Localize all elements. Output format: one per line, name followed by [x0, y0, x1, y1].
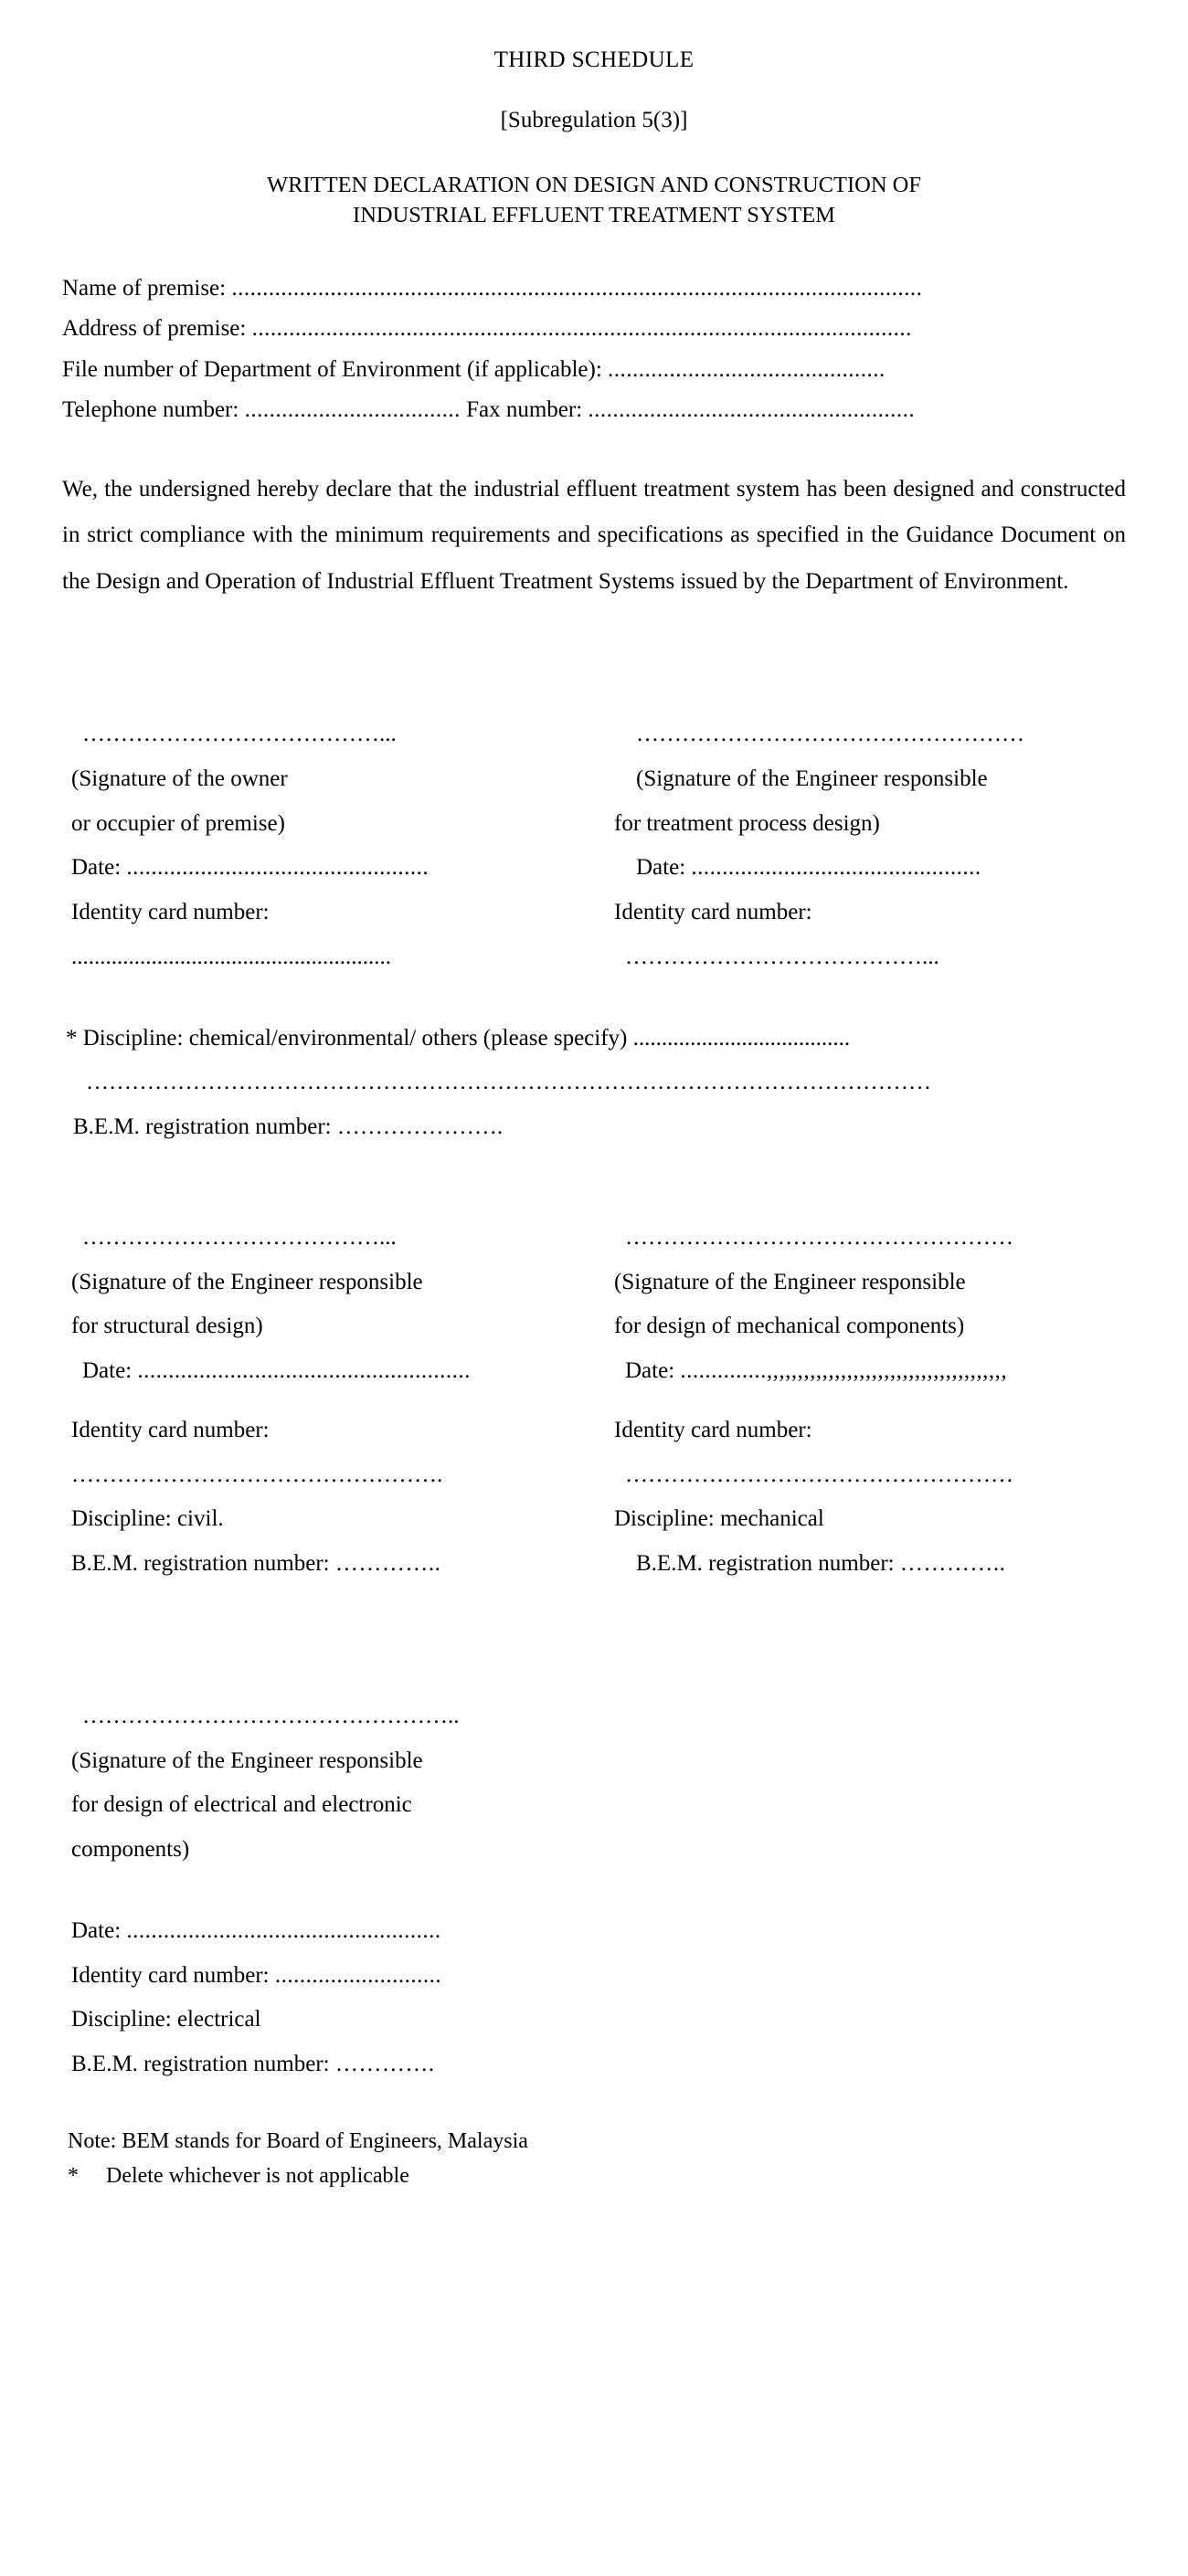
signature2-row-lines [62, 1216, 1126, 1261]
structural-identity-label: Identity card number: [71, 1417, 270, 1442]
structural-bem-input[interactable]: ………….. [334, 1551, 441, 1577]
owner-identity-input[interactable]: ........................................................ [71, 944, 391, 969]
process-engineer-identity-label-col [594, 891, 1126, 935]
field-file-number-input[interactable]: ............................................. [608, 356, 886, 382]
spacer-electrical-date [71, 1873, 1126, 1909]
spacer-before-discipline-1 [62, 980, 1126, 1017]
electrical-identity-label: Identity card number: [71, 1962, 275, 1988]
field-fax-label: Fax number: [460, 397, 589, 423]
mechanical-date-label: Date: [625, 1358, 681, 1384]
structural-date-row [71, 1349, 594, 1394]
mechanical-bem-col [594, 1542, 1126, 1587]
process-engineer-signature-line[interactable]: …………………………………………… [636, 722, 1024, 747]
declaration-paragraph: We, the undersigned hereby declare that the industrial effluent treatment system has been designed and constructed in strict compliance with the minimum requirements and specifications as specified in the Guidance Document on the Design and Operation of Industrial Effluent Treatment Systems issued by the Department of Environment. [62, 476, 1126, 594]
signature-row-captions [62, 757, 1126, 847]
process-engineer-identity-input[interactable]: …………………………………... [625, 944, 939, 969]
signature-row-date [62, 846, 1126, 891]
signature-column-structural [62, 1216, 594, 1261]
process-engineer-caption [594, 757, 1126, 847]
mechanical-discipline-col [594, 1497, 1126, 1542]
structural-caption-line-1: (Signature of the Engineer responsible [71, 1269, 423, 1294]
structural-identity-label-col [62, 1409, 594, 1453]
field-address-of-premise-label: Address of premise: [62, 316, 252, 342]
mechanical-identity-input-col [594, 1453, 1126, 1498]
electrical-date-label: Date: [71, 1917, 127, 1943]
owner-signature-line[interactable]: …………………………………... [82, 722, 397, 747]
structural-date-label: Date: [82, 1358, 138, 1384]
owner-date-input[interactable]: ................................................. [126, 855, 430, 881]
discipline-continuation-line[interactable]: ………………………………………………………………………………………………… [86, 1070, 931, 1095]
signature2-row-identity-label [62, 1409, 1126, 1453]
discipline-bem-line[interactable]: B.E.M. registration number: …………………. [73, 1114, 504, 1140]
process-engineer-identity-label: Identity card number: [614, 900, 812, 925]
electrical-caption-line-2: for design of electrical and electronic [71, 1792, 412, 1818]
signature2-row-discipline [62, 1497, 1126, 1542]
mechanical-bem-input[interactable]: ………….. [899, 1551, 1006, 1577]
signature2-row-bem [62, 1542, 1126, 1587]
field-name-of-premise [62, 273, 1126, 305]
document-heading [62, 170, 1126, 231]
spacer-before-signature-block-3 [62, 1587, 1126, 1694]
document-body [62, 0, 1126, 2194]
owner-date [62, 846, 594, 891]
structural-date [62, 1349, 594, 1394]
signature2-row-date [62, 1349, 1126, 1394]
owner-identity-input-col [62, 935, 594, 980]
process-engineer-caption-line-2: for treatment process design) [614, 810, 880, 836]
electrical-date-row [71, 1909, 1126, 1954]
spacer-before-signature-block-2 [62, 1150, 1126, 1216]
page-title: THIRD SCHEDULE [493, 48, 695, 72]
field-file-number-label: File number of Department of Environment (if applicable): [62, 356, 609, 382]
electrical-caption-line-1: (Signature of the Engineer responsible [71, 1747, 423, 1773]
structural-identity-input[interactable]: …………………………………………. [71, 1462, 443, 1487]
structural-discipline: Discipline: civil. [71, 1506, 224, 1532]
document-heading-line-1: WRITTEN DECLARATION ON DESIGN AND CONSTRUCTION OF [267, 173, 921, 197]
process-engineer-date [594, 846, 1126, 891]
electrical-identity-row [71, 1954, 1126, 1999]
mechanical-discipline: Discipline: mechanical [614, 1506, 824, 1532]
mechanical-identity-label: Identity card number: [614, 1417, 812, 1442]
owner-caption [62, 757, 594, 847]
structural-bem-col [62, 1542, 594, 1587]
spacer-after-declaration [62, 605, 1126, 713]
subregulation-reference: [Subregulation 5(3)] [500, 108, 688, 132]
owner-date-row [71, 846, 594, 891]
process-engineer-date-row [614, 846, 1126, 891]
process-engineer-date-label: Date: [636, 855, 692, 881]
discipline-block-process-engineer [62, 1017, 1126, 1150]
field-address-of-premise [62, 313, 1126, 345]
mechanical-caption-line-1: (Signature of the Engineer responsible [614, 1269, 966, 1294]
process-engineer-identity-input-col [594, 935, 1126, 980]
signature-column-mechanical [594, 1216, 1126, 1261]
mechanical-signature-line[interactable]: …………………………………………… [625, 1224, 1013, 1250]
mechanical-caption [594, 1261, 1126, 1350]
note-delete-instruction: * Delete whichever is not applicable [68, 2164, 409, 2189]
spacer-signature2-identity [62, 1394, 1126, 1409]
electrical-signature-line[interactable]: ………………………………………….. [82, 1703, 460, 1728]
mechanical-identity-label-col [594, 1409, 1126, 1453]
document-heading-line-2: INDUSTRIAL EFFLUENT TREATMENT SYSTEM [353, 203, 835, 228]
owner-date-label: Date: [71, 855, 127, 881]
electrical-bem-input[interactable]: …………. [334, 2052, 435, 2077]
premise-fields [62, 273, 1126, 427]
field-name-of-premise-label: Name of premise: [62, 275, 232, 301]
signature-row-identity-label [62, 891, 1126, 935]
structural-caption-line-2: for structural design) [71, 1314, 263, 1339]
electrical-discipline: Discipline: electrical [71, 2007, 261, 2032]
field-telephone-input[interactable]: ................................... [244, 397, 461, 423]
field-telephone-and-fax [62, 395, 1126, 427]
mechanical-bem-row [614, 1542, 1126, 1587]
field-name-of-premise-input[interactable]: ................................................................................................................ [231, 275, 923, 301]
mechanical-date-input[interactable]: ..............,,,,,,,,,,,,,,,,,,,,,,,,,,,,,,,,,,,,,,, [680, 1358, 1008, 1384]
signature-block-electrical [62, 1694, 1126, 2087]
field-fax-input[interactable]: ..................................................... [588, 397, 916, 423]
electrical-date-input[interactable]: ................................................... [126, 1917, 441, 1943]
signature-row-identity-input [62, 935, 1126, 980]
signature-block-owner-and-process-engineer [62, 713, 1126, 980]
signature-row-lines [62, 713, 1126, 757]
structural-discipline-col [62, 1497, 594, 1542]
mechanical-caption-line-2: for design of mechanical components) [614, 1314, 965, 1339]
structural-date-input[interactable]: ...................................................... [137, 1358, 471, 1384]
structural-identity-input-col [62, 1453, 594, 1498]
owner-identity-label: Identity card number: [71, 900, 270, 925]
signature-column-process-engineer [594, 713, 1126, 757]
process-engineer-caption-line-1: (Signature of the Engineer responsible [636, 765, 988, 791]
mechanical-bem-label: B.E.M. registration number: [636, 1551, 900, 1577]
structural-signature-line[interactable]: …………………………………... [82, 1224, 397, 1250]
structural-bem-label: B.E.M. registration number: [71, 1551, 335, 1577]
signature2-row-captions [62, 1261, 1126, 1350]
field-telephone-label: Telephone number: [62, 397, 245, 423]
electrical-caption-line-3: components) [71, 1837, 190, 1863]
owner-identity-label-col [62, 891, 594, 935]
owner-caption-line-1: (Signature of the owner [71, 765, 288, 791]
field-address-of-premise-input[interactable]: ........................................................................................................... [251, 316, 912, 342]
spacer-before-notes [62, 2087, 1126, 2124]
field-file-number [62, 354, 1126, 386]
mechanical-identity-input[interactable]: …………………………………………… [625, 1462, 1013, 1487]
electrical-column [62, 1694, 1126, 2087]
mechanical-date [594, 1349, 1126, 1394]
signature-block-structural-and-mechanical [62, 1216, 1126, 1587]
signature-column-owner [62, 713, 594, 757]
structural-caption [62, 1261, 594, 1350]
note-bem-meaning: Note: BEM stands for Board of Engineers, Malaysia [68, 2128, 528, 2153]
structural-bem-row [71, 1542, 594, 1587]
electrical-identity-input[interactable]: ........................... [274, 1962, 442, 1988]
discipline-options-line[interactable]: * Discipline: chemical/environmental/ others (please specify) ...................................... [66, 1025, 851, 1050]
owner-caption-line-2: or occupier of premise) [71, 810, 285, 836]
electrical-bem-label: B.E.M. registration number: [71, 2052, 335, 2077]
process-engineer-date-input[interactable]: ............................................... [691, 855, 981, 881]
electrical-bem-row [71, 2043, 1126, 2087]
footer-notes [62, 2124, 1126, 2194]
signature2-row-identity-input [62, 1453, 1126, 1498]
mechanical-date-row [614, 1349, 1126, 1394]
